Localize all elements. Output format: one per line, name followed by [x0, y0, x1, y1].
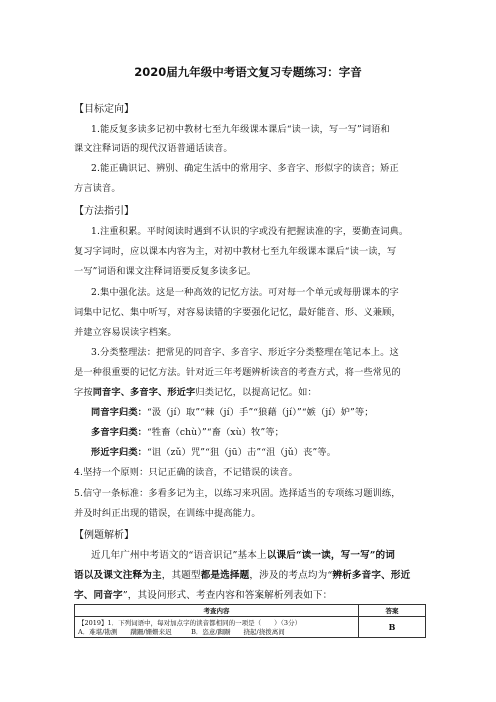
value: “诅（zǔ）咒”“狙（jū）击”“沮（jǔ）丧”等。 — [147, 447, 337, 458]
method-3-line-1: 3.分类整理法：把常见的同音字、多音字、形近字分类整理在笔记本上。这 — [91, 347, 399, 358]
text: ”，其设问形式、考查内容和答案解析列表如下： — [122, 590, 333, 601]
goal-1-line-2: 课文注释词语的现代汉语普通话读音。 — [74, 143, 233, 154]
bold-text: 辨析多音字、形近 — [332, 570, 411, 581]
method-3-line-3 — [74, 384, 317, 398]
method-5-line-2: 并及时纠正出现的错误，在训练中提高能力。 — [74, 508, 261, 519]
method-5-line-1: 5.信守一条标准：多看多记为主，以练习来巩固。选择适当的专项练习题训练， — [74, 488, 401, 499]
method-1-line-2: 复习字词时，应以课本内容为主，对初中教材七至九年级课本课后“读一读，写 — [74, 246, 397, 257]
section-heading-examples: 【例题解析】 — [74, 530, 134, 541]
table-row — [75, 617, 426, 638]
value: “汲（jí）取”“棘（jí）手”“狼藉（jí）”“嫉（jí）妒”等； — [147, 407, 374, 418]
method-3-line-2: 是一种很重要的记忆方法。针对近三年考题辨析读音的考查方式，将一些常见的 — [74, 367, 401, 378]
method-1-line-1: 1.注重积累。平时阅读时遇到不认识的字或没有把握读准的字，要勤查词典。 — [91, 226, 409, 237]
column-header-answer: 答案 — [359, 605, 426, 617]
question-options — [78, 627, 355, 636]
text: 近几年广州中考语文的“语音识记”基本上 — [91, 550, 267, 561]
table-header-row — [75, 605, 426, 617]
text: ，其题型 — [161, 570, 201, 581]
example-para-line-3 — [74, 587, 332, 601]
bold-text: 同音字、多音字、形近字 — [92, 387, 196, 398]
method-1-line-3: 一写”词语和课文注释词语要反复多读多记。 — [74, 266, 257, 277]
label: 同音字归类： — [91, 407, 148, 418]
text: ，涉及的考点均为“ — [249, 570, 333, 581]
label: 形近字归类： — [91, 447, 148, 458]
bold-text: 都是选择题 — [200, 570, 250, 581]
answer-cell: B — [359, 617, 426, 638]
question-cell — [75, 617, 359, 638]
example-para-line-1 — [91, 547, 395, 561]
question-text: 【2019】1．下列词语中，每对加点字的读音都相同的一项是（ ）（3分） — [78, 619, 302, 627]
goal-2-line-1: 2.能正确识记、辨别、确定生活中的常用字、多音字、形似字的读音；矫正 — [91, 163, 399, 174]
section-heading-methods: 【方法指引】 — [74, 206, 134, 217]
method-2-line-3: 并建立容易误读字档案。 — [74, 327, 177, 338]
page-title: 2020届九年级中考语文复习专题练习：字音 — [134, 65, 362, 79]
goal-1-line-1: 1.能反复多读多记初中教材七至九年级课本课后“读一读，写一写”词语和 — [91, 124, 390, 135]
value: “牲畜（chù）”“畜（xù）牧”等； — [147, 427, 285, 438]
method-2-line-1: 2.集中强化法。这是一种高效的记忆方法。可对每一个单元或每册课本的字 — [91, 287, 399, 298]
bold-text: 语以及课文注释为主 — [74, 570, 162, 581]
option-b: B．恣意/踟蹰 挠起/挠拨离间 — [191, 628, 285, 636]
option-a: A．难堪/勘测 蹒跚/姗姗来迟 — [78, 628, 172, 636]
method-4: 4.坚持一个原则：只记正确的读音，不记错误的读音。 — [74, 467, 298, 478]
bold-text: 以课后“读一读，写一写”的词 — [266, 550, 396, 561]
text: 字按 — [74, 387, 93, 398]
method-2-line-2: 词集中记忆、集中听写，对容易读错的字要强化记忆，最好能音、形、义兼顾， — [74, 307, 401, 318]
example-table — [74, 604, 426, 638]
text: 归类记忆，以提高记忆。如： — [195, 387, 317, 398]
example-lookalikes — [91, 444, 336, 458]
example-para-line-2 — [74, 567, 410, 581]
column-header-content: 考查内容 — [75, 605, 359, 617]
example-polyphones — [91, 424, 284, 438]
bold-text: 字、同音字 — [74, 590, 123, 601]
example-homophones — [91, 404, 374, 418]
section-heading-goals: 【目标定向】 — [74, 104, 134, 115]
label: 多音字归类： — [91, 427, 148, 438]
goal-2-line-2: 方言读音。 — [74, 183, 121, 194]
